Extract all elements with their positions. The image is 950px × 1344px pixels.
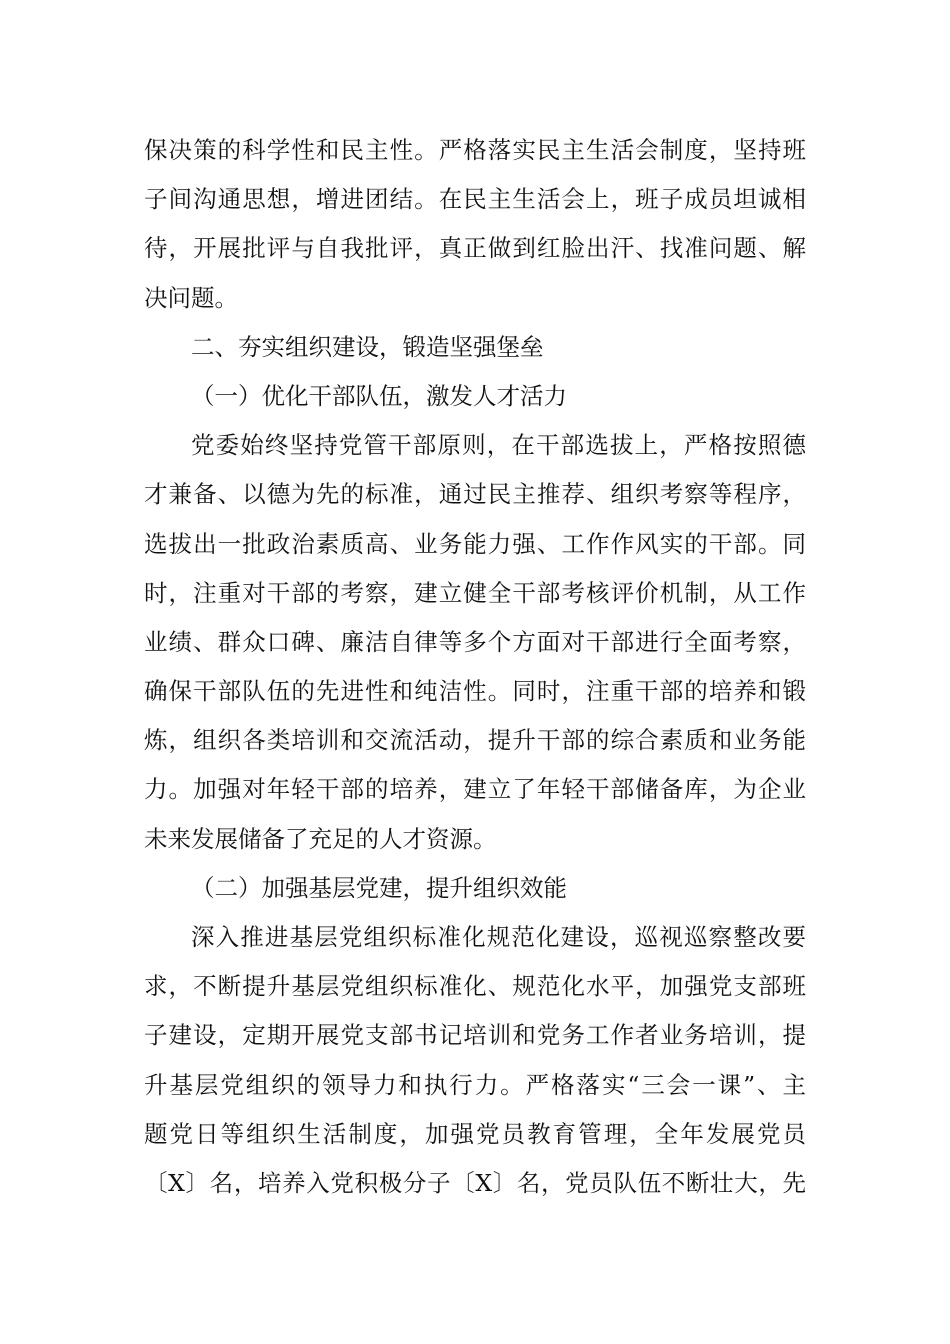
subsection-heading: （二）加强基层党建，提升组织效能 — [191, 873, 567, 902]
text-line: 升基层党组织的领导力和执行力。严格落实“三会一课”、主 — [144, 1070, 806, 1099]
text-line: 炼，组织各类培训和交流活动，提升干部的综合素质和业务能 — [144, 726, 806, 755]
subsection-heading: （一）优化干部队伍，激发人才活力 — [191, 381, 567, 410]
text-line: 深入推进基层党组织标准化规范化建设，巡视巡察整改要 — [191, 923, 806, 951]
text-line: 未来发展储备了充足的人才资源。 — [144, 824, 497, 853]
text-line: 求，不断提升基层党组织标准化、规范化水平，加强党支部班 — [144, 972, 806, 1001]
text-line: 题党日等组织生活制度，加强党员教育管理，全年发展党员 — [144, 1119, 806, 1148]
text-line: 决问题。 — [144, 283, 238, 312]
text-line: 党委始终坚持党管干部原则，在干部选拔上，严格按照德 — [191, 431, 806, 460]
section-heading: 二、夯实组织建设，锻造坚强堡垒 — [191, 332, 544, 361]
text-line: 确保干部队伍的先进性和纯洁性。同时，注重干部的培养和锻 — [144, 677, 806, 706]
text-line: 时，注重对干部的考察，建立健全干部考核评价机制，从工作 — [144, 578, 806, 607]
text-line: 才兼备、以德为先的标准，通过民主推荐、组织考察等程序， — [144, 480, 806, 509]
text-line: 保决策的科学性和民主性。严格落实民主生活会制度，坚持班 — [144, 136, 806, 164]
text-line: 子间沟通思想，增进团结。在民主生活会上，班子成员坦诚相 — [144, 185, 806, 214]
paragraph-grassroots — [144, 913, 806, 1208]
text-line: 〔X〕名，培养入党积极分子〔X〕名，党员队伍不断壮大，先 — [144, 1168, 806, 1197]
document-page — [144, 126, 806, 1208]
text-line: 业绩、群众口碑、廉洁自律等多个方面对干部进行全面考察， — [144, 627, 806, 656]
paragraph-decision-making — [144, 126, 806, 323]
text-line: 力。加强对年轻干部的培养，建立了年轻干部储备库，为企业 — [144, 775, 806, 804]
text-line: 待，开展批评与自我批评，真正做到红脸出汗、找准问题、解 — [144, 234, 806, 263]
paragraph-cadre-team — [144, 421, 806, 864]
text-line: 选拔出一批政治素质高、业务能力强、工作作风实的干部。同 — [144, 529, 806, 558]
text-line: 子建设，定期开展党支部书记培训和党务工作者业务培训，提 — [144, 1021, 806, 1050]
